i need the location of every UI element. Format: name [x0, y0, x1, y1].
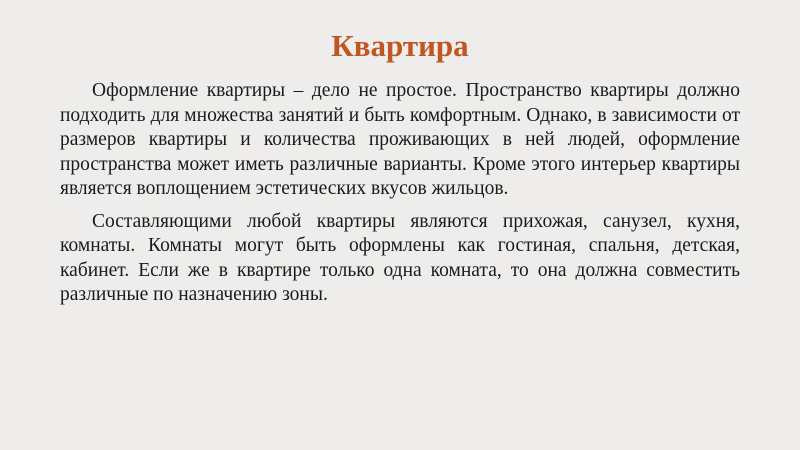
paragraph-1: Оформление квартиры – дело не простое. Пространство квартиры должно подходить для множества занятий и быть комфортным. Однако, в зависимости от размеров квартиры и количества проживающих в ней людей, оформление пространства может иметь различные варианты. Кроме этого интерьер квартиры является воплощением эстетических вкусов жильцов.: [60, 80, 740, 199]
slide-title: Квартира: [331, 28, 469, 63]
slide-body: [60, 79, 740, 316]
paragraph-2: Составляющими любой квартиры являются прихожая, санузел, кухня, комнаты. Комнаты могут быть оформлены как гостиная, спальня, детская, кабинет. Если же в квартире только одна комната, то она должна совместить различные по назначению зоны.: [60, 210, 740, 305]
